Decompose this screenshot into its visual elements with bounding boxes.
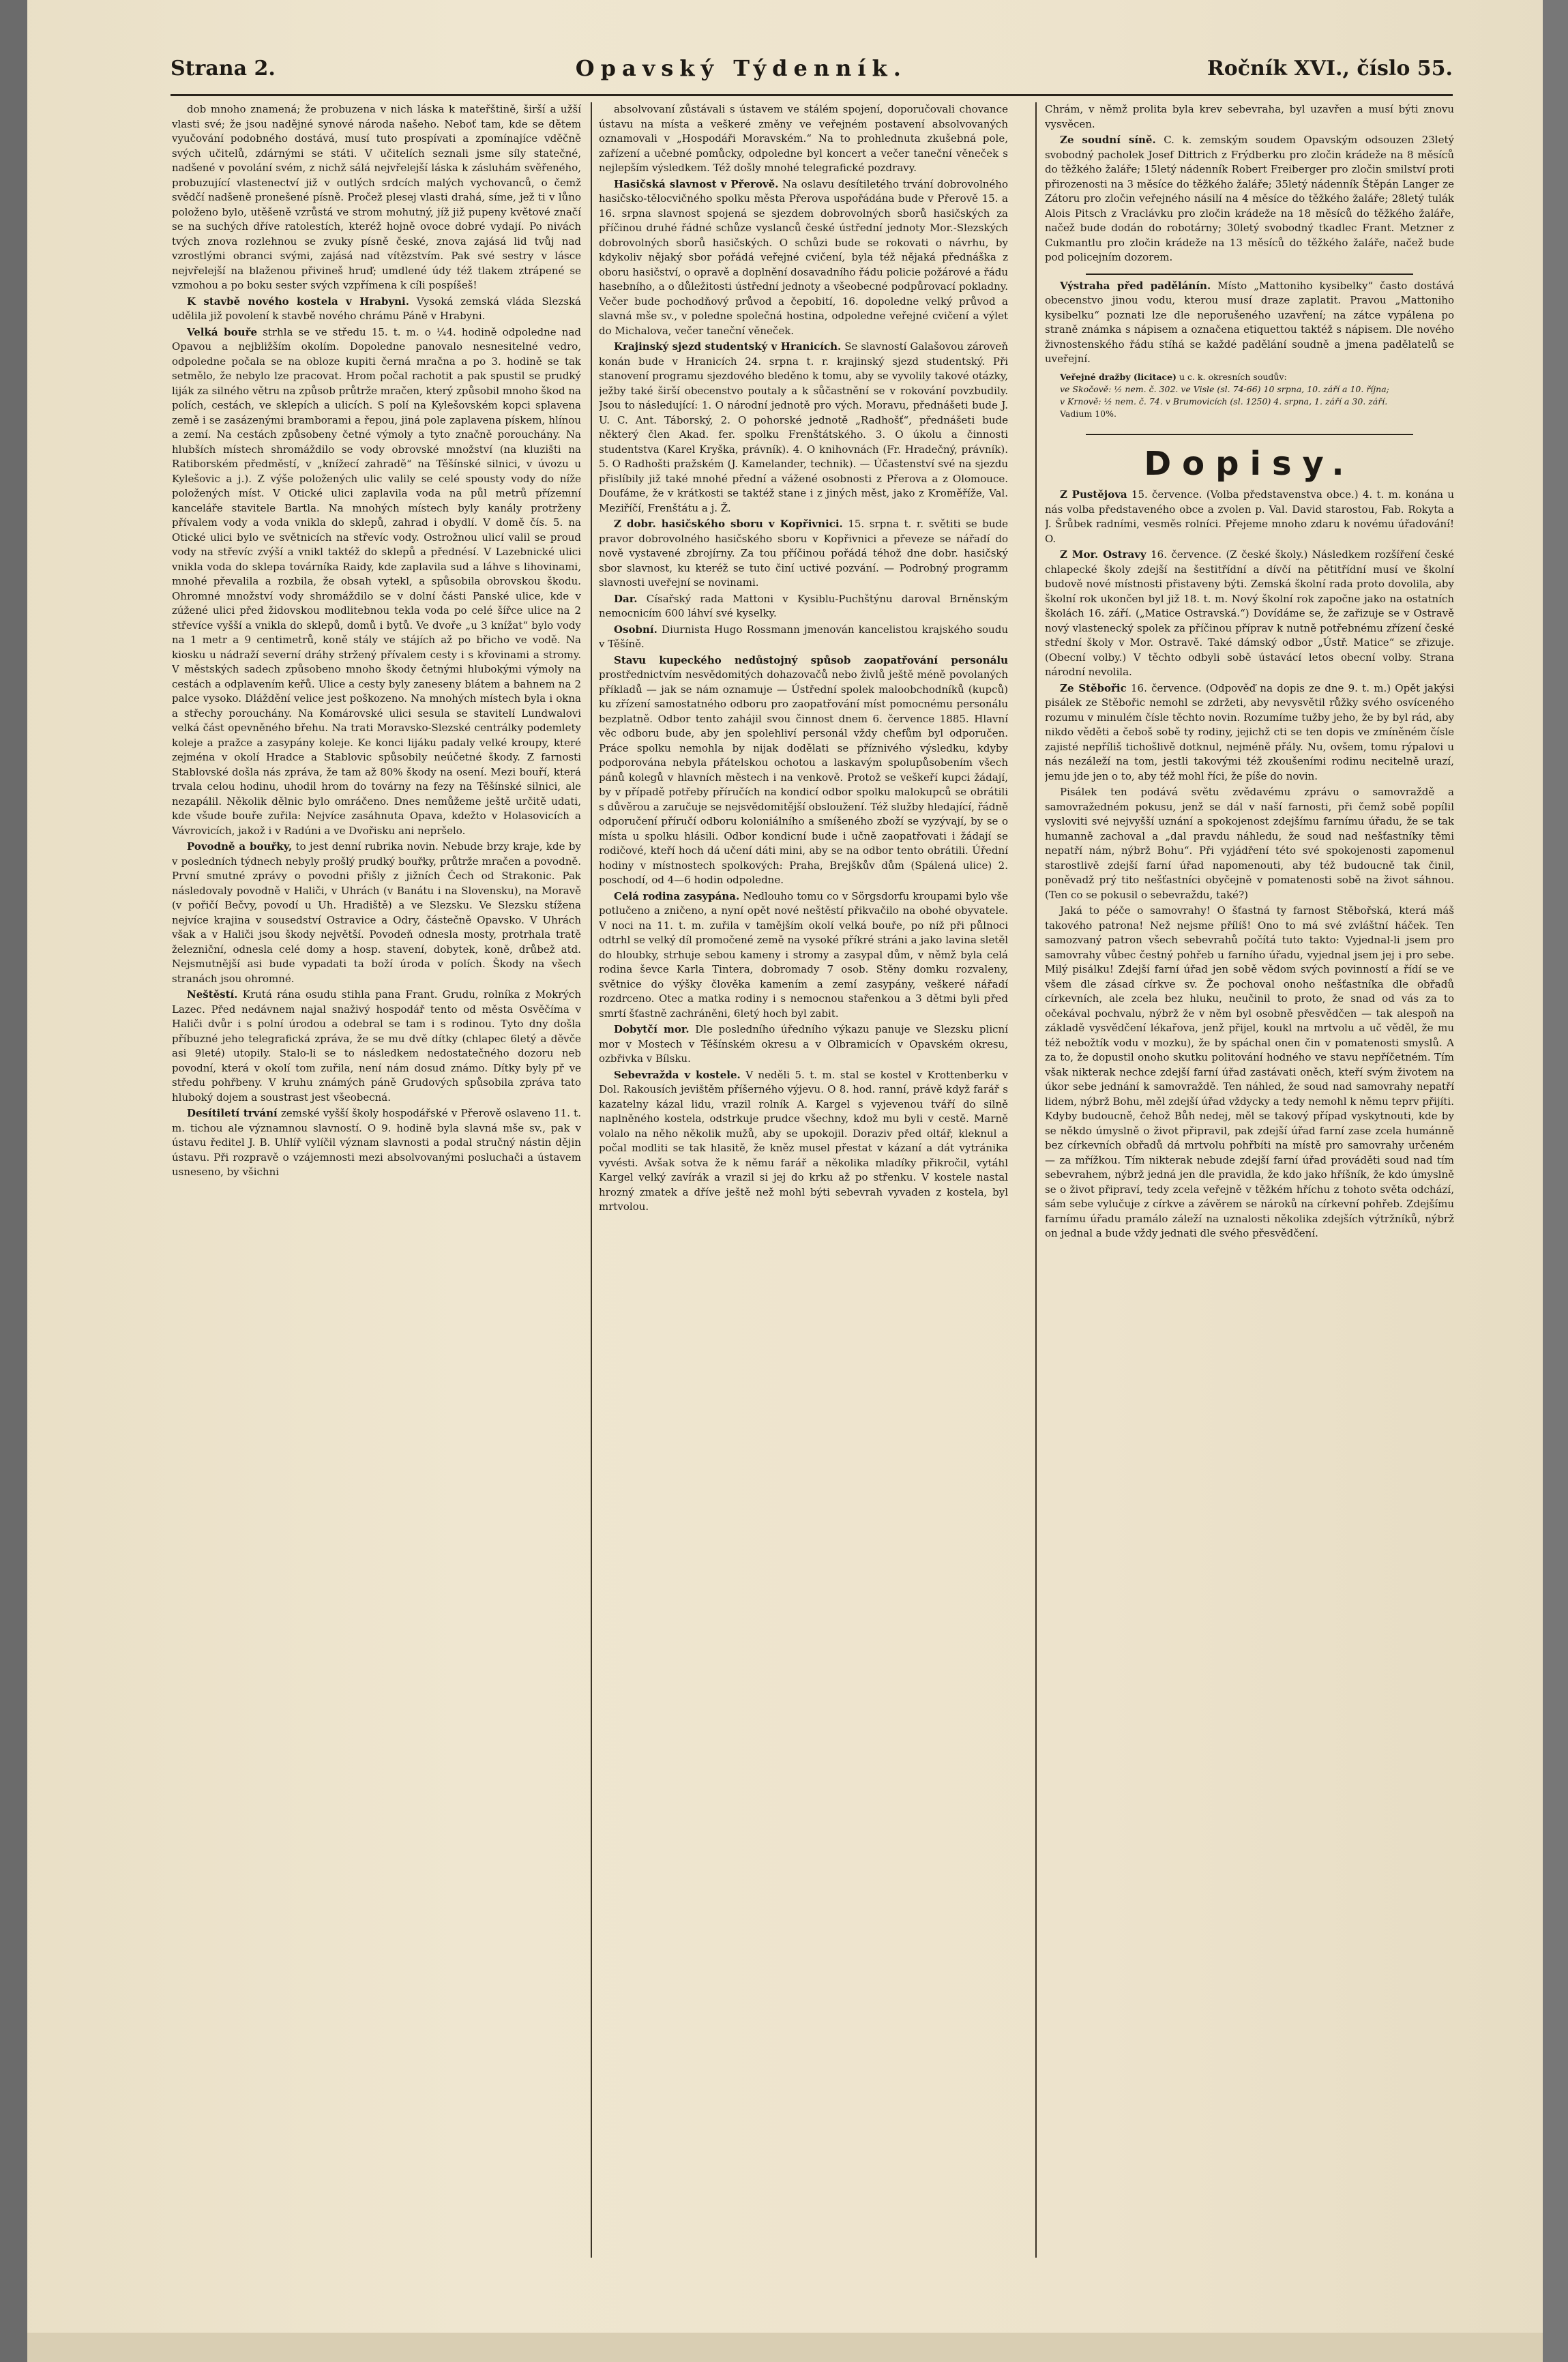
article (172, 988, 581, 1105)
article-heading: Výstraha před padělánín. (1060, 279, 1211, 292)
article (599, 592, 1008, 621)
article-text: Na oslavu desítiletého trvání dobrovolného hasičsko-tělocvičného spolku města Přerova uspořádána bude v Přerově 15. a 16. srpna slavnost spojená se sjezdem dobrovolných sborů hasičských za příčinou druhé řádné schůze vyslanců české ústřední jednoty Mor.-Slezských dobrovolných sborů hasičských. O schůzi bude se rokovati o návrhu, by kdykoliv nějaký sbor pořádá veřejné cvičení, byla též nějaká přednáška z oboru hasičství, o opravě a doplnění dosavadního řádu policie požárové a řádu hasebního, a o důležitosti ústřední jednoty a všeobecné podpůrovací pokladny. Večer bude pochodňový průvod a čepobití, 16. dopoledne velký průvod a slavná mše sv., v poledne společná hostina, odpoledne veřejné cvičení a výlet do Michalova, večer taneční věneček. (599, 177, 1008, 337)
letter-text: 15. července. (Volba představenstva obce.) 4. t. m. konána u nás volba představeného obce a zvolen p. Val. David starostou, Fab. Rokyta a J. Šrůbek radními, vesměs rolníci. Přejeme mnoho zdaru k novému úřadování! O. (1045, 488, 1454, 545)
letter-text: 16. července. (Z české školy.) Následkem rozšíření české chlapecké školy zdejší na šestitřídní a dívčí na pětitřídní musí ve školní budově nové místnosti přistaveny býti. Zemská školní rada proto dovolila, aby školní rok ukončen byl již 18. t. m. Nový školní rok započne jako na ostatních školách 16. září. („Matice Ostravská.“) Dovídáme se, že zařizuje se v Ostravě nový vlastenecký spolek za příčinou příprav k nutně potřebnému zřízení české střední školy v Mor. Ostravě. Také dámský odbor „Ústř. Matice“ se zřizuje. (Obecní volby.) V těchto odbyli sobě ústavácí letos obecní volby. Strana národní nevolila. (1045, 548, 1454, 678)
newspaper-title: Opavský Týdenník. (575, 55, 907, 81)
letter-text: 16. července. (Odpověď na dopis ze dne 9. t. m.) Opět jakýsi pisálek ze Stěbořic nemohl se zdržeti, aby nevysvětil růžky svého osvíceného rozumu v minulém čísle těchto novin. Rozumíme tužby jeho, že by byl rád, aby nikdo věděti a čeboš sobě ty rodiny, jejichž cti se ten dopis ve zmíněném čísle zajisté nepříliš tichošlivě dotknul, nejméně přály. Nu, ovšem, tomu rýpalovi u nás nezáleží na tom, jestli takovými též zkoušeními rodinu necitelně urazí, jemu jde jen o to, aby též mohl říci, že píše do novin. (1045, 681, 1454, 782)
article (599, 340, 1008, 516)
article-heading: Dobytčí mor. (614, 1023, 690, 1035)
article (599, 102, 1008, 176)
auction-lead: u c. k. okresních soudův: (1179, 371, 1287, 382)
scan-margin-right (1543, 0, 1568, 2362)
page-bottom-edge (27, 2333, 1543, 2362)
article-heading: Ze soudní síně. (1060, 134, 1156, 146)
article-heading: Stavu kupeckého nedůstojný spůsob zaopatřování personálu (614, 653, 1008, 666)
letter-heading: Z Pustějova (1060, 488, 1127, 501)
article (172, 295, 581, 324)
article-heading: Celá rodina zasypána. (614, 889, 740, 902)
article-text: zemské vyšší školy hospodářské v Přerově oslaveno 11. t. m. tichou ale významnou slavností. O 9. hodině byla slavná mše sv., pak v ústavu ředitel J. B. Uhlíř vylíčil význam slavnosti a podal stručný nástin dějin ústavu. Při rozpravě o vzájemnosti mezi absolvovanými posluchači a ústavem usneseno, by všichni (172, 1107, 581, 1178)
letter-heading: Ze Stěbořic (1060, 681, 1127, 694)
article-text: absolvovaní zůstávali s ústavem ve stálém spojení, doporučovali chovance ústavu na místa a veškeré změny ve veřejném postavení absolvovaných oznamovali v „Hospodáři Moravském.“ Na to prohlednuta zkušebná pole, zařízení a učebné pomůcky, odpoledne byl koncert a večer taneční věneček s nejlepším výsledkem. Též došly mnohé telegrafické pozdravy. (599, 103, 1008, 174)
column-1 (172, 102, 581, 2258)
article-heading: Osobní. (614, 623, 657, 636)
article-text: Místo „Mattoniho kysibelky“ často dostává obecenstvo jinou vodu, kterou musí draze zaplatit. Pravou „Mattoniho kysibelku“ poznati lze dle neporušeného uzavření; na zátce vypálena po straně známka s nápisem a označena etiquettou taktéž s nápisem. Dle nového živnostenského řádu stíhá se každé padělání soudně a jmena padělatelů se uveřejní. (1045, 279, 1454, 365)
letter (1045, 904, 1454, 1241)
page-number: Strana 2. (171, 56, 276, 80)
article-text: Se slavností Galašovou zároveň konán bude v Hranicích 24. srpna t. r. krajinský sjezd studentský. Při stanovení programu sjezdového bleděno k tomu, aby se vyvolily takové otázky, ježby také širší obecenstvo poutaly a k sůčastnění se v rokování povzbudily. Jsou to následující: 1. O národní jednotě pro vých. Moravu, přednášeti bude J. U. C. Ant. Táborský, 2. O pohorské jednotě „Radhošť“, přednášeti bude některý člen Akad. fer. spolku Frenštátského. 3. O úkolu a činnosti studentstva (Karel Kryška, právník). 4. O knihovnách (Fr. Hradečný, právník). 5. O Radhošti pražském (J. Kamelander, technik). — Účastenství své na sjezdu přislíbily již také mnohé přední a vážené osobnosti z Přerova a z Olomouce. Doufáme, že v krátkosti se taktéž stane i z jiných měst, jako z Kroměříže, Val. Meziříčí, Frenštátu a j. Ž. (599, 340, 1008, 514)
auction-heading: Veřejné dražby (licitace) (1060, 371, 1177, 382)
article (599, 517, 1008, 591)
auction-line: Vadium 10%. (1060, 408, 1116, 419)
article-text: Chrám, v němž prolita byla krev sebevraha, byl uzavřen a musí býti znovu vysvěcen. (1045, 103, 1454, 130)
article-text: 15. srpna t. r. světiti se bude pravor dobrovolného hasičského sboru v Kopřivnici a převeze se nářadí do nově vystavené zbrojírny. Za tou příčinou pořádá téhož dne dobr. hasičský sbor slavnost, ku kteréž se tuto činí uctivé pozvání. — Podrobný programm slavnosti uveřejní se novinami. (599, 518, 1008, 589)
auction-line: v Krnově: ½ nem. č. 74. v Brumovicích (sl. 1250) 4. srpna, 1. září a 30. září. (1060, 396, 1388, 407)
column-3 (1045, 102, 1454, 2258)
column-2 (599, 102, 1008, 2258)
header-rule (171, 94, 1453, 96)
article-heading: Desítiletí trvání (187, 1107, 278, 1119)
article-heading: K stavbě nového kostela v Hrabyni. (187, 295, 409, 308)
letter (1045, 488, 1454, 546)
letter (1045, 785, 1454, 902)
article-heading: Krajinský sjezd studentský v Hranicích. (614, 340, 842, 353)
page-header (171, 48, 1453, 89)
article (172, 102, 581, 293)
column-divider (591, 102, 592, 2258)
article-text: strhla se ve středu 15. t. m. o ¼4. hodině odpoledne nad Opavou a nejbližším okolím. Dopoledne panovalo nesnesitelné vedro, odpoledne počala se na obloze kupiti černá mračna a po 3. hodině se tak setmělo, že nebylo lze pracovat. Hrom počal rachotit a pak spustil se prudký liják za silného větru na způsob průtrže mračen, který způsobil mnoho škod na polích, cestách, ve sklepích a ulicích. S polí na Kylešovském kopci splavena země i se zasázenými bramborami a řepou, jiná pole zaplavena pískem, hlínou a zemí. Na cestách způsobeny četné výmoly a tyto značně porouchány. Na hlubších místech shromáždilo se vody obrovské množství (na kluzišti na Ratiborském předměstí, v „knížecí zahradě“ na Těšínské silnici, v úvozu u Kylešovic a j.). Z výše položených ulic valily se celé spousty vody do níže položených míst. V Otické ulici zaplavila voda na půl metrů přízemní kanceláře stavitele Bartla. Na mnohých místech byly kanály protrženy přívalem vody a voda vnikla do sklepů, zahrad i obydlí. V domě čís. 5. na Otické ulici bylo ve světnicích na střevíc vody. Ostrožnou ulicí valil se proud vody na střevíc zvýší a vnikl taktéž do sklepů a přednésí. V Lazebnické ulici vnikla voda do sklepa továrníka Raidy, kde zaplavila sud a láhve s lihovinami, mnohé převalila a rozbila, že obsah vytekl, a spůsobila obrovskou škodu. Ohromné množství vody shromáždilo se v dolní části Panské ulice, kde v zúžené ulici před židovskou modlitebnou tekla voda po celé šířce ulice na 2 střevíce vyšší a vnikla do sklepů, domů i bytů. Ve dvoře „u 3 knížat“ bylo vody na 1 metr a 9 centimetrů, koně stály ve stájích až po břicho ve vodě. Na kiosku u nádraží severní dráhy stržený přívalem cesty i s křovinami a stromy. V městských sadech způsobeno mnoho škody četnými hlubokými výmoly na cestách a odplavením keřů. Ulice a cesty byly zaneseny blátem a bahnem na 2 palce vysoko. Dláždění velice jest poškozeno. Na mnohých místech byla i okna a střechy porouchány. Na Komárovské ulici sesula se stavitelí Lundwalovi velká část opevněného břehu. Na trati Moravsko-Slezské centrálky podemlety koleje a pražce a zasypány koleje. Ke konci lijáku padaly velké kroupy, které zejména v okolí Hradce a Stablovic spůsobily neúčetné škody. Z farnosti Stablovské došla nás zpráva, že tam až 80% škody na osení. Mezi bouří, která trvala celou hodinu, uhodil hrom do továrny na fezy na Těšínské silnici, ale nezapálil. Několik dělnic bylo omráčeno. Dnes nemůžeme ještě určitě udati, kde všude bouře zuřila: Nejvíce zasáhnuta Opava, kdežto v Holasovicích a Vávrovicích, jakož i v Radúni a ve Dvořisku ani nepršelo. (172, 325, 581, 837)
article (599, 177, 1008, 339)
article-text: Vysoká zemská vláda Slezská udělila již povolení k stavbě nového chrámu Páně v Hrabyni. (172, 295, 581, 322)
letter (1045, 548, 1454, 680)
article-text: Krutá rána osudu stihla pana Frant. Grudu, rolníka z Mokrých Lazec. Před nedávnem najal snaživý hospodář tento od města Osvěčíma v Haliči dvůr i s polní úrodou a odebral se tam i s rodinou. Tyto dny došla příbuzné jeho telegrafická zpráva, že se mu dvě dítky (chlapec 6letý a děvče asi 9leté) utopily. Stalo-li se to následkem nedostatečného dozoru neb povodní, která v okolí tom zuřila, není nám dosud známo. Dítky byly př ve středu pohřbeny. V kruhu známých páně Grudových spůsobila zpráva tato hluboký dojem a soustrast jest všeobecná. (172, 988, 581, 1104)
article-text: Diurnista Hugo Rossmann jmenován kancelistou krajského soudu v Těšíně. (599, 623, 1008, 650)
article-heading: Dar. (614, 592, 638, 605)
article (599, 889, 1008, 1022)
article-text: V neděli 5. t. m. stal se kostel v Krottenberku v Dol. Rakousích jevištěm příšerného výjevu. O 8. hod. ranní, právě když farář s kazatelny kázal lidu, vrazil rolník A. Kargel s vyjevenou tváří do silně naplněného kostela, odstrkuje prudce všechny, kdož mu byli v cestě. Marně volalo na něho několik mužů, aby se upokojil. Doraziv před oltář, kleknul a počal modliti se tak hlasitě, že kněz musel přestat v kázaní a dát vytránika vyvésti. Avšak sotva že k němu farář a několika mladíky přikročil, vytáhl Kargel velký zavírák a vrazil si jej do krku až po střenku. V kostele nastal hrozný zmatek a dříve ještě než mohl býti sebevrah vyvaden z kostela, byl mrtvolou. (599, 1068, 1008, 1213)
article (1045, 279, 1454, 367)
column-divider (1035, 102, 1037, 2258)
article-heading: Sebevražda v kostele. (614, 1068, 741, 1081)
article (1045, 133, 1454, 265)
letter-text: Jaká to péče o samovrahy! O šťastná ty farnost Stěbořská, která máš takového patrona! Než nejsme přílíš! Ono to má své zvláštní háček. Ten samozvaný patron všech sebevrahů počítá tuto takto: Vyjednal-li jsem pro samovrahy vůbec čestný pohřeb u farního úřadu, vyjednal jsem jej i pro sebe. Milý pisálku! Zdejší farní úřad jen sobě vědom svých povinností a řídí se ve všem dle zásad církve sv. Že pochoval onoho nešťastníka dle obřadů církevních, ale zcela bez hluku, neučinil to proto, že snad od vás za to očekával pochvalu, nýbrž že v něm byl osobně přesvědčen — tak alespoň na základě vysvědčení lékařova, jenž přijel, koukl na mrtvolu a uč věděl, že mu též nebožtík vodu v mozku), že by spáchal onen čin v pomatenosti smyslů. A za to, že dopustil onoho skutku politování hodného ve stavu nepříčetném. Tím však nikterak nechce zdejší farní úřad zastávati oněch, kteří svým životem na úkor sebe jednání k samovraždě. Ten náhled, že soud nad samovrahy nepatří lidem, nýbrž Bohu, měl zdejší úřad vždycky a tedy nemohl k němu teprv přijíti. Kdyby budoucně, čehož Bůh nedej, měl se takový případ vyskytnouti, kde by se někdo úmyslně o život připravil, pak zdejší úřad farní zase zcela humánně bez církevních obřadů dá mrtvolu pohřbíti na místě pro samovrahy určeném — za mřížkou. Tím nikterak nebude zdejší farní úřad prováděti soud nad tím sebevrahem, nýbrž jedná jen dle pravidla, že kdo jako hříšník, že kdo úmyslně se o život připraví, tedy zcela veřejně v těžkém hříchu z tohoto světa odchází, sám sebe vylučuje z církve a závěrem se nároků na církevní pohřeb. Zdejšímu farnímu úřadu pramálo záleží na uznalosti několika zdejších výtržníků, nýbrž on jednal a bude vždy jednati dle svého přesvědčení. (1045, 904, 1454, 1239)
article-text: to jest denní rubrika novin. Nebude brzy kraje, kde by v posledních týdnech nebyly prošlý prudký bouřky, průtrže mračen a povodně. První smutné zprávy o povodni přišly z jižních Čech od Strakonic. Pak následovaly povodně v Haliči, v Uhrách (v Banátu i na Slovensku), na Moravě (v pořičí Bečvy, povodí u Uh. Hradiště) a ve Slezsku. Ve Slezsku stížena nejvíce krajina v sousedství Ostravice a Odry, částečně Opavsko. V Uhrách však a v Haliči jsou škody největší. Povodeň odnesla mosty, protrhala tratě železniční, odnesla celé domy a hosp. stavení, dobytek, koně, drůbež atd. Nejsmutnější asi bude vypadati ta boží úroda v polích. Škody na všech stranách jsou ohromné. (172, 840, 581, 985)
article-text: Dle posledního úředního výkazu panuje ve Slezsku plicní mor v Mostech v Těšínském okresu a v Olbramicích v Opavském okresu, ozbřivka v Bílsku. (599, 1023, 1008, 1065)
section-rule (1086, 434, 1413, 435)
article-heading: Neštěstí. (187, 988, 238, 1001)
article (172, 1106, 581, 1180)
issue-info: Ročník XVI., číslo 55. (1207, 56, 1453, 80)
section-heading-dopisy: Dopisy. (1144, 444, 1355, 483)
article-text: Císařský rada Mattoni v Kysiblu-Puchštýnu daroval Brněnským nemocnicím 600 láhví své kyselky. (599, 592, 1008, 619)
article-text: C. k. zemským soudem Opavským odsouzen 23letý svobodný pacholek Josef Dittrich z Frýdberku pro zločin krádeže na 8 měsíců do těžkého žaláře; 15letý nádenník Robert Freiberger pro zločin smilství proti přirozenosti na 3 měsíce do těžkého žaláře; 35letý nádenník Štěpán Langer ze Zátoru pro zločin veřejného násilí na 4 měsíce do těžkého žaláře; 28letý tulák Alois Pitsch z Vraclávku pro zločin krádeže na 18 měsíců do těžkého žaláře, načež bude dodán do robotárny; 30letý svobodný tkadlec Frant. Metzner z Cukmantlu pro zločin krádeže na 13 měsíců do těžkého žaláře, načež bude pod policejním dozorem. (1045, 134, 1454, 263)
article-text: prostřednictvím nesvědomitých dohazovačů nebo živlů ještě méně povolaných příkladů — jak se nám oznamuje — Ústřední spolek maloobchodníků (kupců) ku zřízení samostatného odboru pro zaopatřování míst pomocnému personálu bezplatně. Odbor tento zahájil svou činnost dnem 6. července 1885. Hlavní věc odboru bude, aby jen spolehliví personál vždy chefům byl odporučen. Práce spolku nemohla by nijak dodělati se příznivého výsledku, kdyby podporována nebyla přátelskou ochotou a laskavým spolupůsobením všech pánů kolegů v hlavních městech i na venkově. Protož se veškeří kupci žádají, by v případě potřeby příručích na kondicí odbor spolku malokupců se obrátili s důvěrou a zaručuje se nejsvědomitější obsloužení. Též služby hledající, řádně odporučení příručí odboru koloniálního a smíšeného zboží se vyzývají, by se o místa u spolku hlásili. Odbor kondicní bude i učně zaopatřovati i žádají se rodičové, kteří hoch dá učení dáti mini, aby se na odbor tento obrátili. Úřední hodiny v místnostech spolkových: Praha, Brejškův dům (Spálená ulice) 2. poschodí, od 4—6 hodin odpoledne. (599, 668, 1008, 886)
auction-line: ve Skočově: ½ nem. č. 302. ve Visle (sl. 74-66) 10 srpna, 10. září a 10. října; (1060, 383, 1389, 394)
article (599, 1022, 1008, 1067)
auction-notice (1045, 371, 1454, 420)
article-text: dob mnoho znamená; že probuzena v nich láska k mateřštině, širší a užší vlasti své; že jsou nadějné synové národa našeho. Neboť tam, kde se dětem vyučování podobného dostává, musí tuto prospívati a zpomínajíce vděčně svých učitelů, zdárnými se státi. V učitelích seznali jsme síly statečné, nadšené v povolání svém, z nichž sálá nejvřelejší láska k zásluhám svěřeného, probuzující vlastenectví již v outlých srdcích malých vychovanců, o čemž svědčí nadšeně pronešené písně. Pročež plesej vlasti drahá, síme, jež ti v lůno položeno bylo, utěšeně vzrůstá ve strom mohutný, jíž již pupeny květové značí se na suchých dříve ratolestích, kteréž hojně ovoce dobré vydají. Po nivách tvých znova rozlehnou se zvuky písně české, znova zajásá lid tvůj nad vzrostlými obranci svými, zajásá nad vítězstvím. Pak své sestry v lásce nejvřelejší na blaženou přivineš hruď; umdlené údy též tlakem ztrápené se vzmohou a po boku sester svých vzpřímena k cíli pospíšeš! (172, 103, 581, 291)
article (1045, 102, 1454, 132)
article (172, 840, 581, 986)
article (599, 653, 1008, 888)
scan-margin-left (0, 0, 27, 2362)
letter-heading: Z Mor. Ostravy (1060, 548, 1147, 561)
letter-text: Pisálek ten podává světu zvědavému zprávu o samovraždě a samovražedném pokusu, jenž se dál v naší farnosti, při čemž sobě popílil vysloviti své nejvyšší uznání a spokojenost zdejšímu farnímu úřadu, že se tak humanně zachoval a „dal pravdu náhledu, že soud nad nešťastníky těmi nepatří nám, nýbrž Bohu“. Při vyjádření této své spokojenosti zapomenul starostlivě zdejší farní úřad napomenouti, aby též budoucně tak činil, poněvadž prý tito nešťastníci obyčejně v pomatenosti sobě na život sáhnou. (Ten co se pokusil o sebevraždu, také?) (1045, 786, 1454, 901)
article-text: Nedlouho tomu co v Sörgsdorfu kroupami bylo vše potlučeno a zničeno, a nyní opět nové neštěstí přikvačilo na obohé obyvatele. V noci na 11. t. m. zuřila v tamějším okolí velká bouře, po níž při půlnoci odtrhl se velký díl promočené země na vysoké příkré stráni a jako lavina sletěl do hloubky, strhuje sebou kameny i stromy a zasypal dům, v němž byla celá rodina ševce Karla Tintera, dobromady 7 osob. Stěny domku rozvaleny, světnice do výšky člověka kamením a zemí zasypány, veškeré nářadí rozdrceno. Otec a matka rodiny i s nemocnou stařenkou a 3 dětmi byli před smrtí šťastně zachráněni, 6letý hoch byl zabit. (599, 889, 1008, 1020)
article (599, 1068, 1008, 1215)
auction-heading-line (1045, 371, 1454, 383)
article-heading: Povodně a bouřky, (187, 840, 293, 853)
article (172, 325, 581, 839)
article-heading: Z dobr. hasičského sboru v Kopřivnici. (614, 518, 843, 530)
section-rule (1086, 274, 1413, 275)
article (599, 623, 1008, 652)
letter (1045, 681, 1454, 784)
article-heading: Velká bouře (187, 325, 258, 338)
article-heading: Hasičská slavnost v Přerově. (614, 177, 779, 190)
